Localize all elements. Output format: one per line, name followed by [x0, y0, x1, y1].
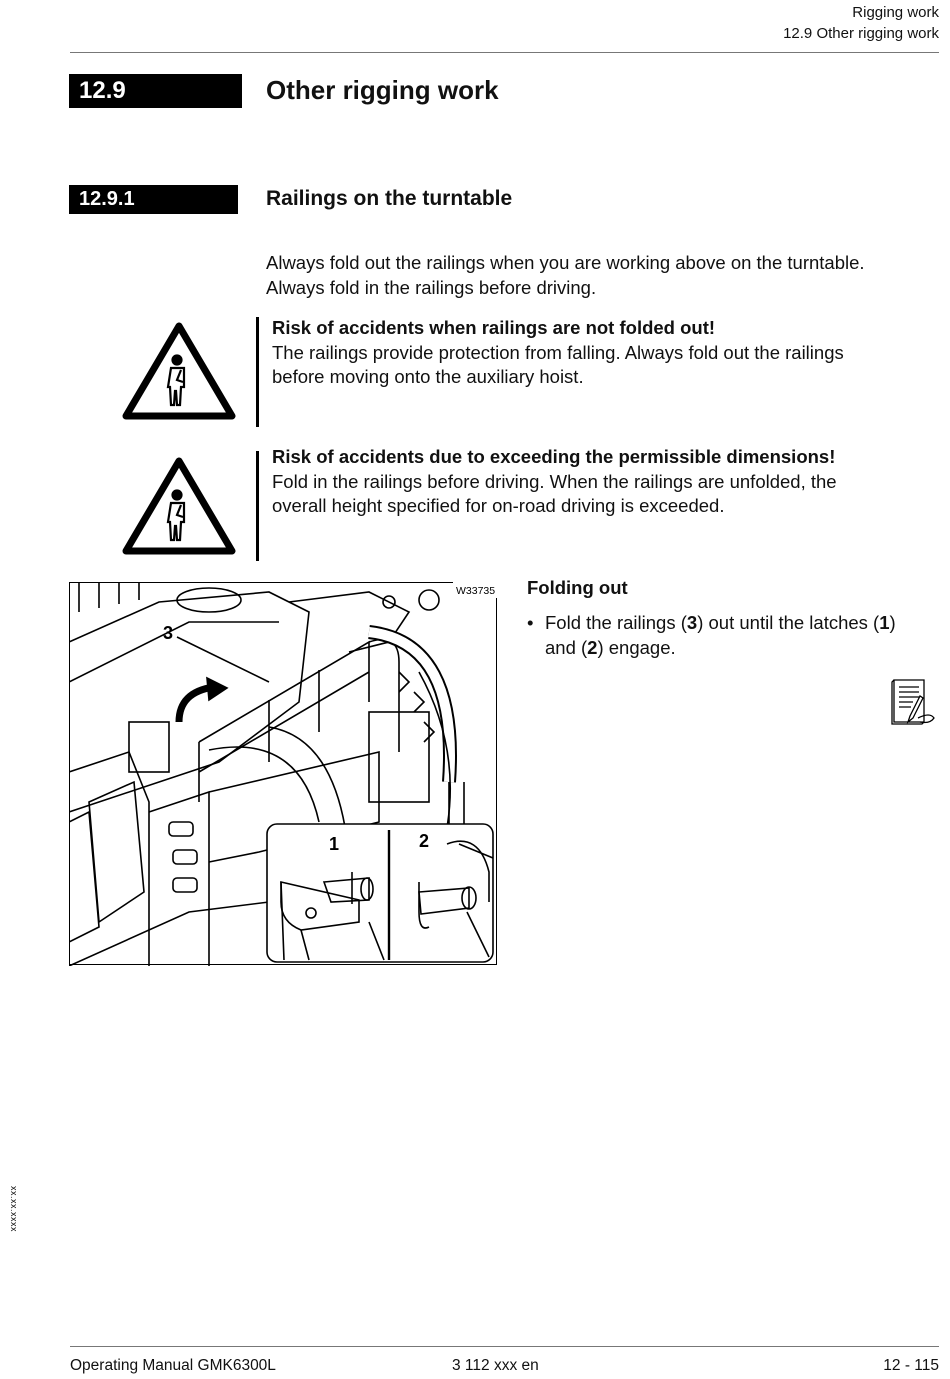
figure-code: W33735 [456, 585, 496, 597]
section-title: Other rigging work [266, 75, 499, 105]
intro-text [266, 251, 946, 300]
step-text-part: ) out until the latches ( [697, 612, 880, 633]
step-ref: 3 [686, 612, 698, 633]
running-head [783, 2, 939, 44]
step-text-part: ) engage. [597, 636, 676, 658]
subsection-number: 12.9.1 [69, 185, 238, 214]
figure-callout: 3 [163, 623, 174, 643]
hazard-triangle-person-icon [120, 320, 238, 422]
warning-2 [272, 445, 942, 519]
warning-1 [272, 316, 942, 390]
procedure-step [527, 611, 937, 660]
footer-left: Operating Manual GMK6300L [70, 1357, 276, 1374]
footer-page: 12 - 115 [883, 1357, 939, 1374]
warning-text: The railings provide protection from falling. Always fold out the railings [272, 341, 844, 363]
step-text-part: and ( [545, 636, 588, 658]
warning-bar [256, 317, 259, 427]
intro-line: Always fold in the railings before driving. [266, 276, 597, 298]
hazard-triangle-person-icon [120, 455, 238, 557]
procedure [527, 576, 937, 660]
subsection-title: Railings on the turntable [266, 187, 513, 210]
footer-rule [70, 1346, 939, 1347]
railings-figure [69, 582, 498, 966]
step-text-part: Fold the railings ( [545, 612, 687, 633]
figure-callout: 2 [419, 831, 430, 851]
step-ref: 2 [587, 636, 598, 658]
warning-text: before moving onto the auxiliary hoist. [272, 366, 584, 387]
figure-callout: 1 [329, 834, 340, 854]
warning-text: overall height specified for on-road driving is exceeded. [272, 495, 725, 516]
running-head-chapter: Rigging work [852, 4, 939, 21]
header-rule [70, 52, 939, 53]
running-head-section: 12.9 Other rigging work [783, 25, 939, 42]
intro-line: Always fold out the railings when you are working above on the turntable. [266, 252, 865, 273]
step-text-part: ) [889, 612, 896, 633]
side-code: xx.xx.xxxx [9, 1186, 19, 1233]
step-text [545, 611, 896, 660]
procedure-heading: Folding out [527, 577, 628, 598]
manual-note-icon [890, 678, 938, 728]
warning-text: Fold in the railings before driving. When the railings are unfolded, the [272, 470, 837, 492]
bullet: • [527, 612, 534, 633]
warning-title: Risk of accidents due to exceeding the permissible dimensions! [272, 446, 836, 467]
warning-title: Risk of accidents when railings are not folded out! [272, 317, 716, 338]
section-number: 12.9 [69, 74, 242, 108]
footer-center: 3 112 xxx en [452, 1357, 539, 1374]
step-ref: 1 [879, 612, 890, 633]
warning-bar [256, 451, 259, 561]
